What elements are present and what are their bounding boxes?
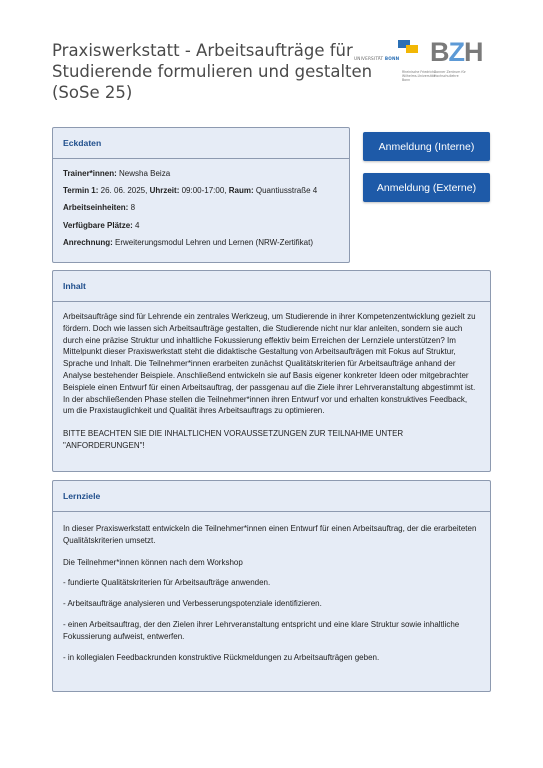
termin-label: Termin 1: (63, 186, 99, 196)
register-extern-button[interactable]: Anmeldung (Externe) (363, 173, 490, 202)
ae-value: 8 (128, 203, 136, 213)
lernziel-item: - Arbeitsaufträge analysieren und Verbesserungspotenziale identifizieren. (63, 599, 322, 609)
trainer-row (63, 168, 339, 180)
bzh-subtitle: Bonner Zentrum für Hochschullehre (434, 70, 466, 79)
termin-row (63, 185, 339, 197)
raum-value: Quantiusstraße 4 (253, 186, 318, 196)
page-title-line-2: Studierende formulieren und gestalten (52, 62, 373, 81)
raum-label: Raum: (228, 186, 254, 196)
arbeitseinheiten-row (63, 202, 339, 214)
logo-group (354, 37, 494, 94)
uhrzeit-label: Uhrzeit: (149, 186, 180, 196)
register-intern-button[interactable]: Anmeldung (Interne) (363, 132, 490, 161)
lernziele-lead: Die Teilnehmer*innen können nach dem Workshop (63, 557, 243, 567)
lernziele-box (52, 480, 491, 692)
termin-value: 26. 06. 2025, (98, 186, 150, 196)
anrechnung-label: Anrechnung: (63, 237, 113, 247)
bzh-logo: BZH (430, 37, 483, 67)
lernziele-heading: Lernziele (53, 481, 490, 512)
eckdaten-heading: Eckdaten (53, 128, 349, 159)
uni-city: BONN (384, 56, 400, 61)
plaetze-row (63, 220, 339, 232)
plaetze-value: 4 (132, 220, 140, 230)
plaetze-label: Verfügbare Plätze: (63, 220, 133, 230)
page-title-line-1: Praxiswerkstatt - Arbeitsaufträge für (52, 41, 353, 60)
inhalt-note: BITTE BEACHTEN SIE DIE INHALTLICHEN VORAUSSETZUNGEN ZUR TEILNAHME UNTER "ANFORDERUNGEN"! (63, 429, 404, 450)
anrechnung-row (63, 237, 339, 249)
lernziel-item: - in kollegialen Feedbackrunden konstruktive Rückmeldungen zu Arbeitsaufträgen geben. (63, 652, 380, 662)
lernziele-intro: In dieser Praxiswerkstatt entwickeln die Teilnehmer*innen einen Entwurf für einen Arbeitsauftrag, der die erarbeiteten Qualitätskriterien umsetzt. (63, 524, 477, 545)
inhalt-box (52, 270, 491, 472)
anrechnung-value: Erweiterungsmodul Lehren und Lernen (NRW-Zertifikat) (112, 237, 314, 247)
lernziel-item: - einen Arbeitsauftrag, der den Zielen ihrer Lehrveranstaltung entspricht und eine klare Struktur sowie inhaltliche Fokussierung aufweist, entwerfen. (63, 619, 460, 641)
inhalt-text: Arbeitsaufträge sind für Lehrende ein zentrales Werkzeug, um Studierende in ihrer Kompetenzentwicklung gezielt zu fördern. Doch wie lassen sich Arbeitsaufträge gestalten, die Studierende nicht nur klar anleiten, sondern sie auch durch eine präzise Struktur und inhaltliche Fokussierung effektiv beim Erreichen der Lernziele unterstützen? Im Mittelpunkt dieser Praxiswerkstatt steht die didaktische Gestaltung von Arbeitsaufträgen mit Fokus auf Struktur, Sprache und Inhalt. Die Teilnehmer*innen erarbeiten zunächst Qualitätskriterien für Arbeitsaufträge anhand der Analyse bestehender Beispiele. Anschließend entwickeln sie auf Basis eigener konkreter Ideen oder mitgebrachter Beispiele einen Entwurf für einen Arbeitsauftrag, der passgenau auf die Ziele ihrer Lehrveranstaltung abgestimmt ist. In der abschließenden Phase stellen die Teilnehmer*innen ihren Entwurf vor und erhalten konstruktives Feedback, um die Praxistauglichkeit und Qualität ihres Arbeitsauftrags zu optimieren. (63, 312, 476, 416)
page-title-line-3: (SoSe 25) (52, 83, 133, 102)
ae-label: Arbeitseinheiten: (63, 203, 129, 213)
uhrzeit-value: 09:00-17:00, (179, 186, 229, 196)
university-bonn-logo (354, 56, 399, 61)
eckdaten-box (52, 127, 350, 263)
lernziel-item: - fundierte Qualitätskriterien für Arbeitsaufträge anwenden. (63, 578, 271, 588)
inhalt-heading: Inhalt (53, 271, 490, 302)
trainer-value: Newsha Beiza (116, 169, 171, 178)
uni-subtitle: Rheinische Friedrich-Wilhelms-Universität Bonn (402, 70, 436, 83)
uni-name: UNIVERSITÄT (354, 56, 384, 61)
university-bonn-logo-mark (398, 40, 418, 54)
trainer-label: Trainer*innen: (63, 169, 117, 178)
